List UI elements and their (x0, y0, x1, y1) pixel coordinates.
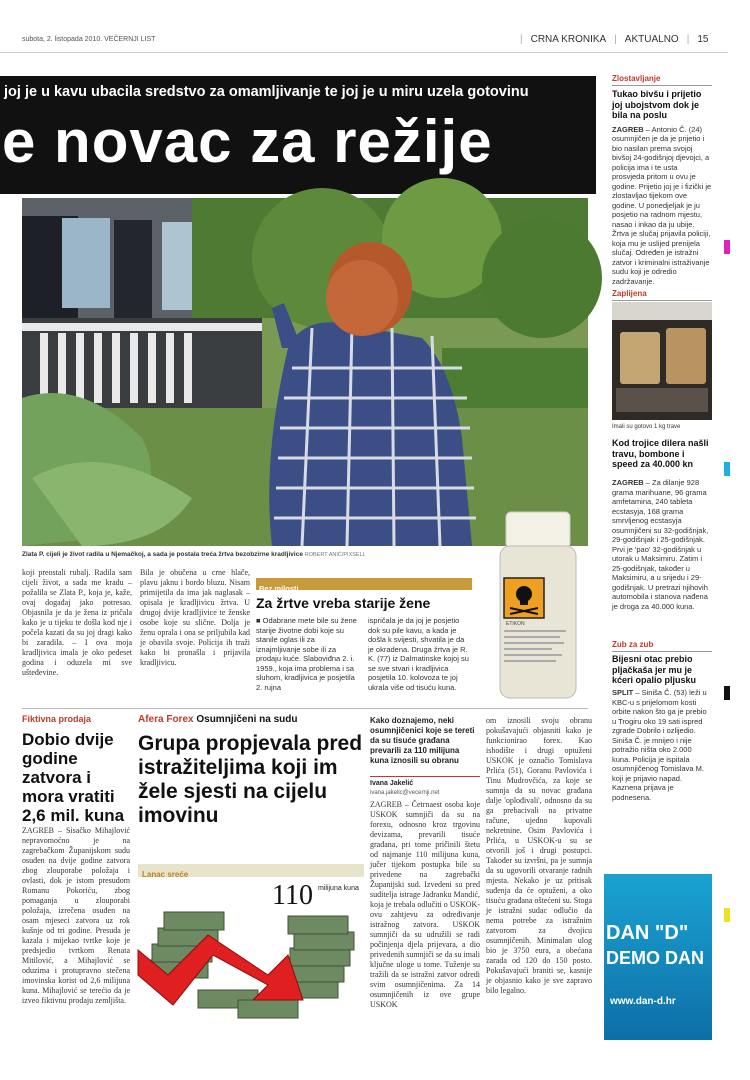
s3-place: SPLIT (612, 688, 634, 697)
s2-title: Kod trojice dilera našli travu, bombone i speed za 40.000 kn (612, 438, 709, 469)
b2-col2: om iznosili svoju obranu pokušavajući objasniti kako je funkcionirao forex. Kao ishodište i drugi optuženi USKOK je označio Tomislava Prlića (51), Goranu Pavlovića i Tinu Mudrovčića, za koje se sumnja da su novac građana dalje 'oplođivali', odnosno da su ga prebacivali na privatne račune, ujedno kupovali nekretnine. Osim Pavlovića i Prlića, u USKOK-u su se otvorili još i drugi postupci. Također su izvršni, pa je sumnja da su ugovorili otvaranje radnih mjesta. Nekako je uz pritisak suđenja da će optuženi, a oko tisuću građana oštećeni su. Stoga je istražni sudac odlučio da nema potrebe za istražnim zatvorom za dvojicu osumnjičenih. Minimalan ulog bio je 3750 eura, a obećana zarada od 120 do 150 posto. Pokušavajući braniti se, kasnije je objasnio kako je sve zapravo bilo legalno. (486, 716, 592, 995)
s1-text (612, 124, 712, 286)
bottle-label: ETIKON (506, 621, 525, 627)
ad-text2: DEMO DAN (606, 948, 704, 968)
s2-text (612, 478, 712, 626)
lead-headline: e novac za režije (2, 108, 493, 175)
s1-body: – Antonio Č. (24) osumnjičen je da je prijetio i bio nasilan prema svojoj bivšoj 24-godišnjoj djevojci, a policija ima i te usta prosvjeda pritom u ovu je godine. Prijetio joj je i fizički je zlostavljao tijekom ove godine. U ponedjeljak je ju posjetio na radnom mjestu, nasao i inkao da ju ubije. Žrtva je slučaj prijavila policiji, koja mu je uslijed prenijela slučaj. Određen je istražni zatvor i kriminalni istraživanje sudu koji je odredio zadržavanje. (612, 124, 712, 286)
s2-photo (612, 302, 712, 420)
s3-title: Bijesni otac prebio pljačkaša jer mu je kćeri opalio pljusku (612, 654, 697, 685)
s2-body: – Za dilanje 928 grama marihuane, 96 grama amfetamina, 240 tableta ecstasyja, 168 grama smrvljenog ecstasyja osumnjičeni su 32-godišnjak, 29-godišnjak i 25-godišnjak. Prvi je 'pao' 32-godišnjak u utorak u Maksimiru. Zatim i 25-godišnjak, također u Maksimiru, a u srijedu i 29-godišnjak. U pretrazi njihovih automobila i stanova nađena je droga za 40.000 kuna. (612, 478, 709, 611)
poison-bottle-image (490, 512, 586, 702)
lead-col2: Bila je obučena u crne hlače, plavu jaknu i bordo bluzu. Nisam primijetila da ima jak naglasak – opisala je kradljivicu žrtva. U drugoj dvije kradljivice te ženske osobe koje su slične. Dolja je ženu oprala i ona se priljubila kad je obavila svoje. Policija ih traži kako bi pronašla i prijavila kradljivicu. (140, 568, 250, 667)
register-mark-magenta (724, 240, 730, 254)
s2-kicker: Zaplijena (612, 289, 712, 301)
lead-deck: joj je u kavu ubacila sredstvo za omamljivanje te joj je u miru uzela gotovinu (4, 84, 529, 100)
s1-place: ZAGREB (612, 124, 644, 134)
b1-kicker: Fiktivna prodaja (22, 714, 92, 724)
header-sections: | CRNA KRONIKA | AKTUALNO | 15 (520, 34, 709, 45)
b2-kicker1: Afera Forex (138, 714, 194, 725)
lanac-kicker (138, 864, 364, 877)
lead-col1: koji preostali rubalj. Radila sam cijeli život, a sada me kradu – požalila se Zlata P., koja je, kaže, ovaj događaj jako potresao. Objasnila je da je žena iz pričala kako je u tijeku te došla kod nje i počela kazati da su joj dragi kako bi zaradila. – I ova moja kradljivica imala je oko pedeset godina i oduzela mi sve ušteđevine. (22, 568, 132, 677)
register-mark-yellow (724, 908, 730, 922)
page-number: 15 (697, 34, 709, 45)
s3-kicker: Zub za zub (612, 640, 712, 652)
right-column (612, 74, 712, 286)
section-aktualno[interactable]: AKTUALNO (624, 34, 679, 45)
s1-title: Tukao bivšu i prijetio joj ubojstvom dok je bila na poslu (612, 89, 702, 120)
s2-place: ZAGREB (612, 478, 644, 487)
money-infographic (138, 880, 364, 1030)
b2-kicker (138, 714, 362, 725)
b2-pullquote: Kako doznajemo, neki osumnjičenici koje se tereti da su tisuće građana prevarili za 110 milijuna kuna iznosili su obranu (370, 716, 475, 765)
header-date: subota, 2. listopada 2010. VEČERNJI LIST (22, 36, 156, 43)
sidebox-col2: ispričala je da joj je posjetio dok su pile kavu, a kada je došla k svijesti, shvatila je da je okradena. Druga žrtva je R. K. (77) iz Dalmatinske kojoj su se sve stvari i kradljivica posjetila 10. kolovoza te joj ukrala više od tisuću kuna. (368, 616, 469, 692)
b1-text: ZAGREB – Sisačko Mihajlović nepravomoćno je na zagrebačkom Županijskom sudu osuđen na dvije godine zatvora zbog zlouporabe položaja i ovlasti, dok je istom presudom Romanu Pokoriću, zbog pomaganja u zlouporabi položaja, izrečena osuđen na osam mjeseci zatvora uz rok kušnje od tri godine. Presuda je kazala i mijekao tvrtke koje je predsjedio tvrtkom Renata Mitilović, a Mihajlović se oduzima i protupravno stečena imovinska korist od 2,6 milijuna kuna. Mihajlović se terećio da je izveo fiktivnu prodaju zemljišta. (22, 826, 130, 1005)
b2-col1: ZAGREB – Četrnaest osoba koje USKOK sumnjiči da su na forexu, odnosno kroz trgovinu devizama, prevarili tisuće građana, pri tome pričinili štetu od najmanje 110 milijuna kuna, jučer tijekom postupka bile su privedene na zagrebački Županijski sud. Izvedeni su pred suditelja istrage Jadranku Mandić, koja je trebala odlučiti o USKOK-ovu zahtjevu za određivanje istražnog zatvora. USKOK sumnjiči da su udružili se radi počinjenja djela prijevara, a dio privedenih sumnjiči se da su imali ključne uloge u tome. Tuženje su tražili da se istražni zatvor odredi svim osumnjičenima. Za 14 osumnjičenih iz ove grupe USKOK (370, 800, 480, 1009)
lead-photo (22, 198, 588, 546)
ad-text1: DAN "D" (606, 922, 689, 944)
b2-email[interactable]: ivana.jakelic@vecernji.net (370, 790, 440, 796)
s1-kicker: Zlostavljanje (612, 74, 712, 86)
sidebox-title: Za žrtve vreba starije žene (256, 595, 431, 611)
caption-text: Zlata P. cijeli je život radila u Njemačkoj, a sada je postala treća žrtva bezobzirne kradljivice (22, 551, 303, 558)
dan-d-advertisement[interactable] (604, 874, 712, 1040)
b2-author: Ivana Jakelić (370, 780, 414, 787)
s2-caption: Imali su gotovo 1 kg trave (612, 424, 681, 430)
ad-url[interactable]: www.dan-d.hr (610, 996, 676, 1007)
register-mark-cyan (724, 462, 730, 476)
photo-credit: ROBERT ANIĆ/PIXSELL (304, 552, 366, 558)
register-mark-black (724, 686, 730, 700)
b1-title: Dobio dvije godine zatvora i mora vratiti 2,6 mil. kuna (22, 730, 125, 825)
sidebox-kicker (256, 578, 472, 593)
sidebox-col1: ■ Odabrane mete bile su žene starije životne dobi koje su stanile oglas ili za iznajmljivanje sobe ili za prodaju kuće. Slaboviđna 2. i. 1959., koja ima problema i sa sluhom, kradljivica je posjetila 2. rujna (256, 616, 357, 692)
amount-unit: milijuna kuna (318, 885, 359, 892)
s3-body: – Siniša Č. (53) leži u KBC-u s prijelomom kosti orbite nakon što ga je prebio u Trogiru oko 19 sati ispred zgrade Dobrilo i ozlijedio. Siniša Č. je mnijeo i nije potražio ništa oko 2.000 kuna. Policija je ispitala osumnjičenog Tomislava M. koji je prijavio napad. Kaznena prijava je podnesena. (612, 688, 707, 802)
amount-figure: 110 (272, 880, 313, 911)
section-crna-kronika[interactable]: CRNA KRONIKA (530, 34, 607, 45)
sidebox-kicker-text: Bez milosti (259, 584, 299, 593)
b2-kicker2: Osumnjičeni na sudu (196, 714, 298, 725)
b2-title: Grupa propjevala pred istražiteljima koji im žele sjesti na cijelu imovinu (138, 732, 363, 827)
s3-text (612, 688, 712, 860)
lanac-kicker-text: Lanac sreće (142, 870, 189, 879)
